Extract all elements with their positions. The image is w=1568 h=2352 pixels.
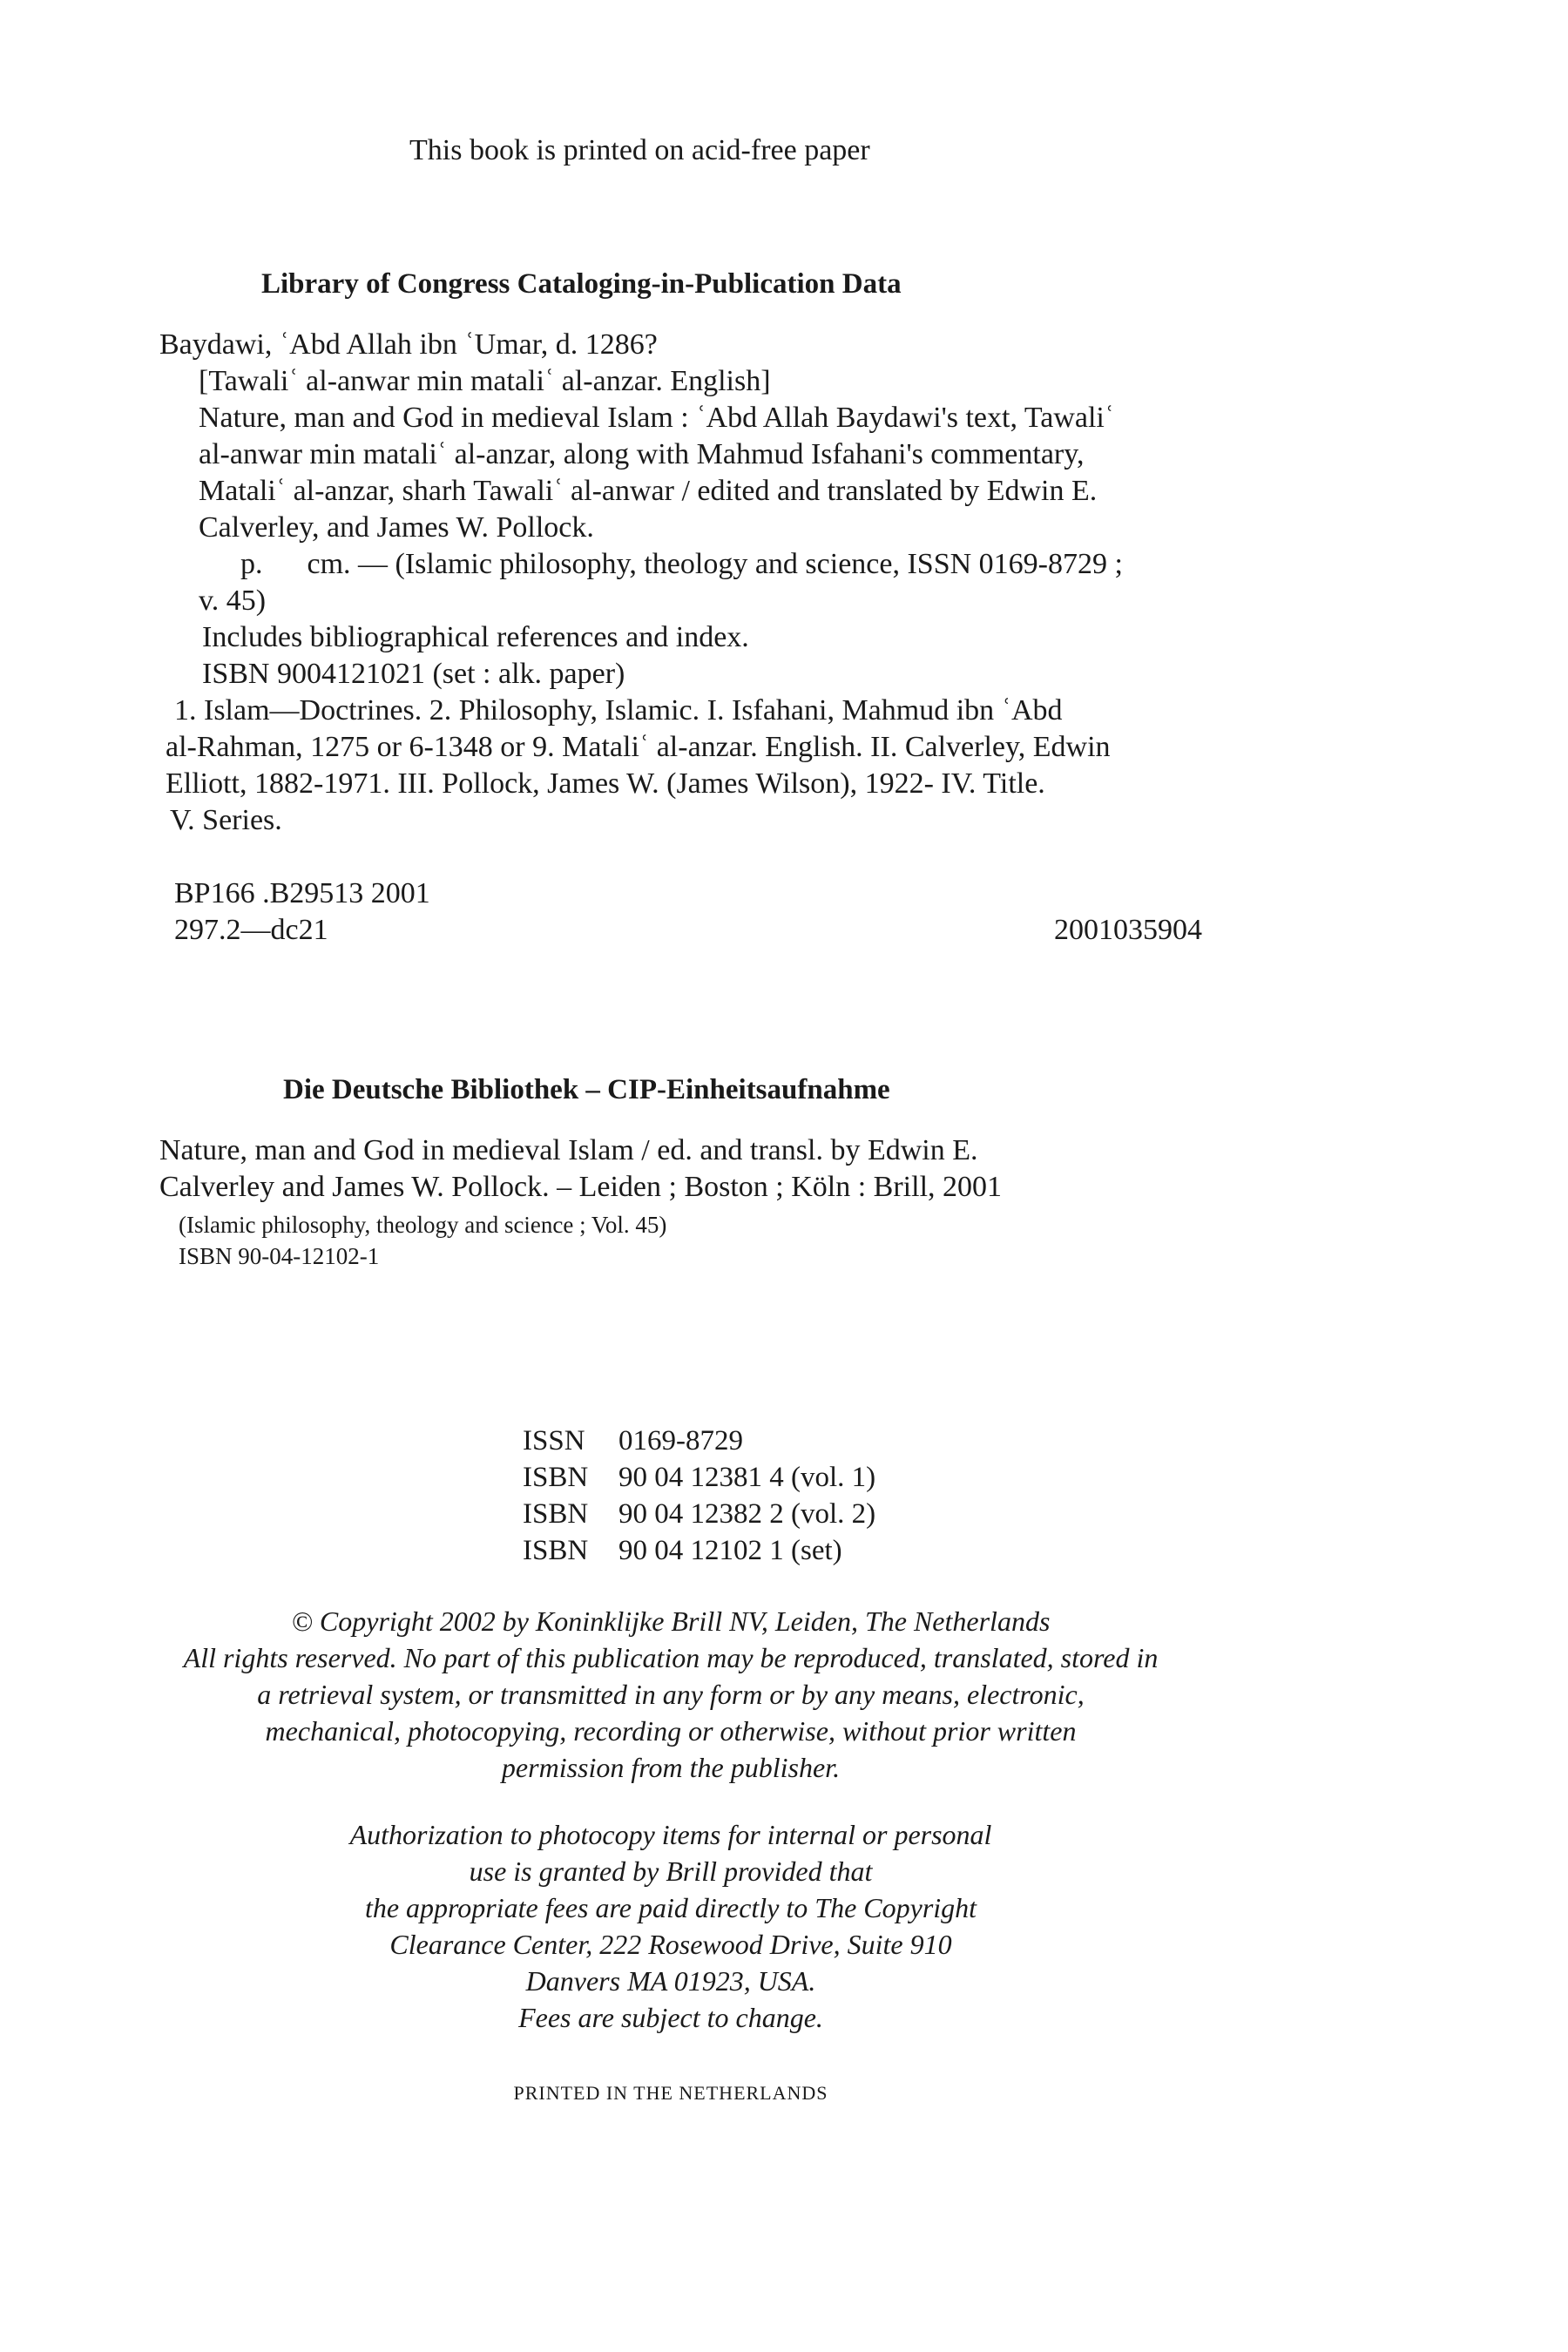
loc-line: 1. Islam—Doctrines. 2. Philosophy, Islamic. I. Isfahani, Mahmud ibn ʿAbd bbox=[174, 694, 1063, 727]
dnb-line: Calverley and James W. Pollock. – Leiden ; Boston ; Köln : Brill, 2001 bbox=[159, 1171, 1003, 1203]
authorization-line: Authorization to photocopy items for internal or personal bbox=[349, 1819, 992, 1850]
loc-line: V. Series. bbox=[170, 804, 282, 836]
acid-free-note: This book is printed on acid-free paper bbox=[409, 134, 870, 166]
authorization-line: Clearance Center, 222 Rosewood Drive, Suite 910 bbox=[389, 1929, 952, 1960]
authorization-line: use is granted by Brill provided that bbox=[469, 1855, 873, 1887]
loc-line: al-anwar min mataliʿ al-anzar, along with Mahmud Isfahani's commentary, bbox=[199, 438, 1085, 470]
copyright-line: a retrieval system, or transmitted in any form or by any means, electronic, bbox=[257, 1679, 1085, 1710]
loc-lccn: 2001035904 bbox=[1054, 914, 1202, 946]
copyright-line: mechanical, photocopying, recording or otherwise, without prior written bbox=[265, 1715, 1077, 1747]
loc-line: ISBN 9004121021 (set : alk. paper) bbox=[202, 658, 625, 690]
loc-line: p. cm. — (Islamic philosophy, theology and science, ISSN 0169-8729 ; bbox=[240, 548, 1123, 580]
dnb-series-line: (Islamic philosophy, theology and science ; Vol. 45) bbox=[179, 1212, 667, 1238]
identifier-row bbox=[523, 1423, 743, 1459]
identifier-row bbox=[523, 1496, 875, 1532]
dnb-line: Nature, man and God in medieval Islam / ed. and transl. by Edwin E. bbox=[159, 1134, 978, 1166]
identifier-value: 90 04 12381 4 (vol. 1) bbox=[618, 1462, 876, 1493]
dnb-heading: Die Deutsche Bibliothek – CIP-Einheitsaufnahme bbox=[283, 1074, 890, 1105]
loc-heading: Library of Congress Cataloging-in-Publication Data bbox=[261, 268, 902, 300]
printed-in-note: PRINTED IN THE NETHERLANDS bbox=[513, 2082, 828, 2104]
loc-line: al-Rahman, 1275 or 6-1348 or 9. Mataliʿ al-anzar. English. II. Calverley, Edwin bbox=[166, 731, 1111, 763]
identifier-label: ISBN bbox=[523, 1498, 589, 1530]
identifier-value: 0169-8729 bbox=[618, 1425, 743, 1456]
copyright-line: permission from the publisher. bbox=[501, 1752, 841, 1783]
loc-line: v. 45) bbox=[199, 585, 267, 617]
identifier-label: ISBN bbox=[523, 1535, 589, 1566]
copyright-line: All rights reserved. No part of this publication may be reproduced, translated, stored in bbox=[183, 1642, 1159, 1673]
authorization-line: Danvers MA 01923, USA. bbox=[525, 1965, 816, 1997]
loc-line: Elliott, 1882-1971. III. Pollock, James W. (James Wilson), 1922- IV. Title. bbox=[166, 767, 1045, 800]
loc-call-number: BP166 .B29513 2001 bbox=[174, 877, 430, 909]
dnb-isbn-line: ISBN 90-04-12102-1 bbox=[179, 1243, 380, 1269]
identifier-label: ISBN bbox=[523, 1462, 589, 1493]
identifier-row bbox=[523, 1532, 842, 1569]
loc-line: Includes bibliographical references and index. bbox=[202, 621, 749, 653]
authorization-line: Fees are subject to change. bbox=[518, 2002, 823, 2033]
copyright-line: © Copyright 2002 by Koninklijke Brill NV, Leiden, The Netherlands bbox=[291, 1605, 1051, 1637]
identifier-value: 90 04 12382 2 (vol. 2) bbox=[618, 1498, 876, 1530]
identifier-value: 90 04 12102 1 (set) bbox=[618, 1535, 842, 1566]
loc-line: [Tawaliʿ al-anwar min mataliʿ al-anzar. English] bbox=[199, 365, 771, 397]
loc-line: Mataliʿ al-anzar, sharh Tawaliʿ al-anwar / edited and translated by Edwin E. bbox=[199, 475, 1098, 507]
loc-line: Calverley, and James W. Pollock. bbox=[199, 511, 594, 544]
loc-line: Baydawi, ʿAbd Allah ibn ʿUmar, d. 1286? bbox=[159, 328, 658, 361]
identifier-label: ISSN bbox=[523, 1425, 585, 1456]
loc-dewey-number: 297.2—dc21 bbox=[174, 914, 328, 946]
identifier-row bbox=[523, 1459, 875, 1496]
authorization-line: the appropriate fees are paid directly to The Copyright bbox=[364, 1892, 977, 1923]
loc-line: Nature, man and God in medieval Islam : ʿAbd Allah Baydawi's text, Tawaliʿ bbox=[199, 402, 1115, 434]
